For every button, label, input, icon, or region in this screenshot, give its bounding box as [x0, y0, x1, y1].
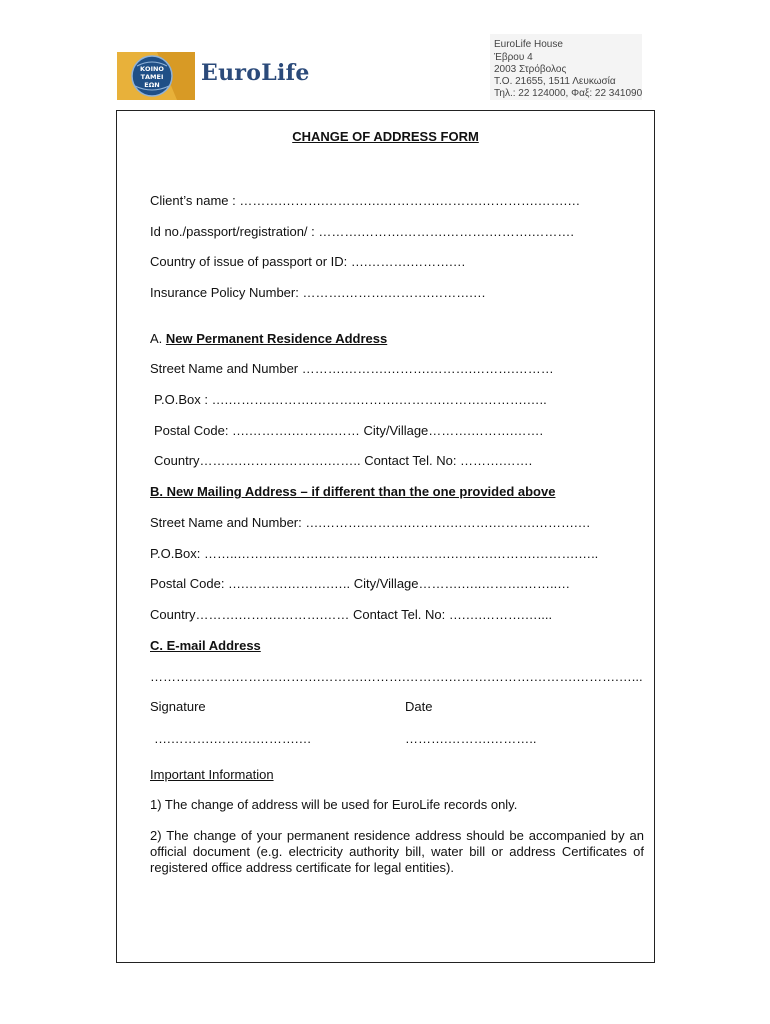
mailing-street-field[interactable]: Street Name and Number: ….……….……….……….……….……….……….…	[150, 515, 591, 530]
address-line: Τηλ.: 22 124000, Φαξ: 22 341090	[494, 88, 643, 99]
important-item-1: 1) The change of address will be used for EuroLife records only.	[150, 797, 518, 812]
logo-text: EuroLife	[201, 60, 310, 86]
mailing-postal-city-field[interactable]: Postal Code: ….……….……….….. City/Village……….…..……….……..…	[150, 576, 571, 591]
company-address	[490, 34, 642, 100]
section-b-heading: B. New Mailing Address – if different than the one provided above	[150, 484, 556, 499]
section-a-title: New Permanent Residence Address	[165, 331, 388, 346]
mailing-country-tel-field[interactable]: Country……….……….……….…… Contact Tel. No: ….….……….…....	[150, 607, 553, 622]
country-of-issue-field[interactable]: Country of issue of passport or ID: ….……….……….…	[150, 254, 466, 269]
date-field[interactable]: ……….……….………..	[405, 731, 537, 746]
permanent-postal-city-field[interactable]: Postal Code: ….……….……….…… City/Village……….……….…….	[154, 423, 544, 438]
important-item-2: 2) The change of your permanent residence address should be accompanied by an official document (e.g. electricity authority bill, water bill or address Certificates of registered office address certificate for legal entities).	[150, 828, 644, 875]
address-line: 2003 Στρόβολος	[494, 64, 567, 75]
form-title: CHANGE OF ADDRESS FORM	[292, 129, 479, 144]
signature-field[interactable]: ….……….……….……….…	[154, 731, 312, 746]
globe-icon	[117, 52, 195, 100]
address-line: Τ.Ο. 21655, 1511 Λευκωσία	[494, 76, 616, 87]
id-number-field[interactable]: Id no./passport/registration/ : ……….……….……….……….……….……….	[150, 224, 575, 239]
permanent-street-field[interactable]: Street Name and Number ……….……….……….……….……….………	[150, 361, 554, 376]
client-name-field[interactable]: Client’s name : ……….……….……….….………….……….………….…….…	[150, 193, 581, 208]
important-info-heading: Important Information	[150, 767, 274, 782]
permanent-country-tel-field[interactable]: Country……….……….……….…….. Contact Tel. No: ……….…….	[154, 453, 533, 468]
address-line: EuroLife House	[494, 39, 563, 50]
date-label: Date	[405, 699, 433, 714]
logo-emblem-line-1: ΚΟΙΝΟ	[140, 65, 164, 73]
policy-number-field[interactable]: Insurance Policy Number: ……….……….……….……….…	[150, 285, 486, 300]
logo-emblem-line-2: ΤΑΜΕΙ	[140, 73, 164, 81]
logo-emblem-line-3: ΕΩΝ	[144, 81, 160, 89]
section-a-heading	[150, 331, 387, 346]
eurolife-logo-emblem	[117, 52, 195, 100]
email-field[interactable]: ……….……….……….……….……….……….……….……….……….……….……….…...	[150, 669, 643, 684]
mailing-po-box-field[interactable]: P.O.Box: ……..……….……….……….……….……….……….……….……….…..	[150, 546, 599, 561]
address-line: Έβρου 4	[494, 52, 533, 63]
section-a-prefix: A.	[150, 331, 166, 346]
permanent-po-box-field[interactable]: P.O.Box : ….……….……….……….……….……….……….……….…..	[154, 392, 547, 407]
section-c-heading: C. E-mail Address	[150, 638, 261, 653]
signature-label: Signature	[150, 699, 206, 714]
